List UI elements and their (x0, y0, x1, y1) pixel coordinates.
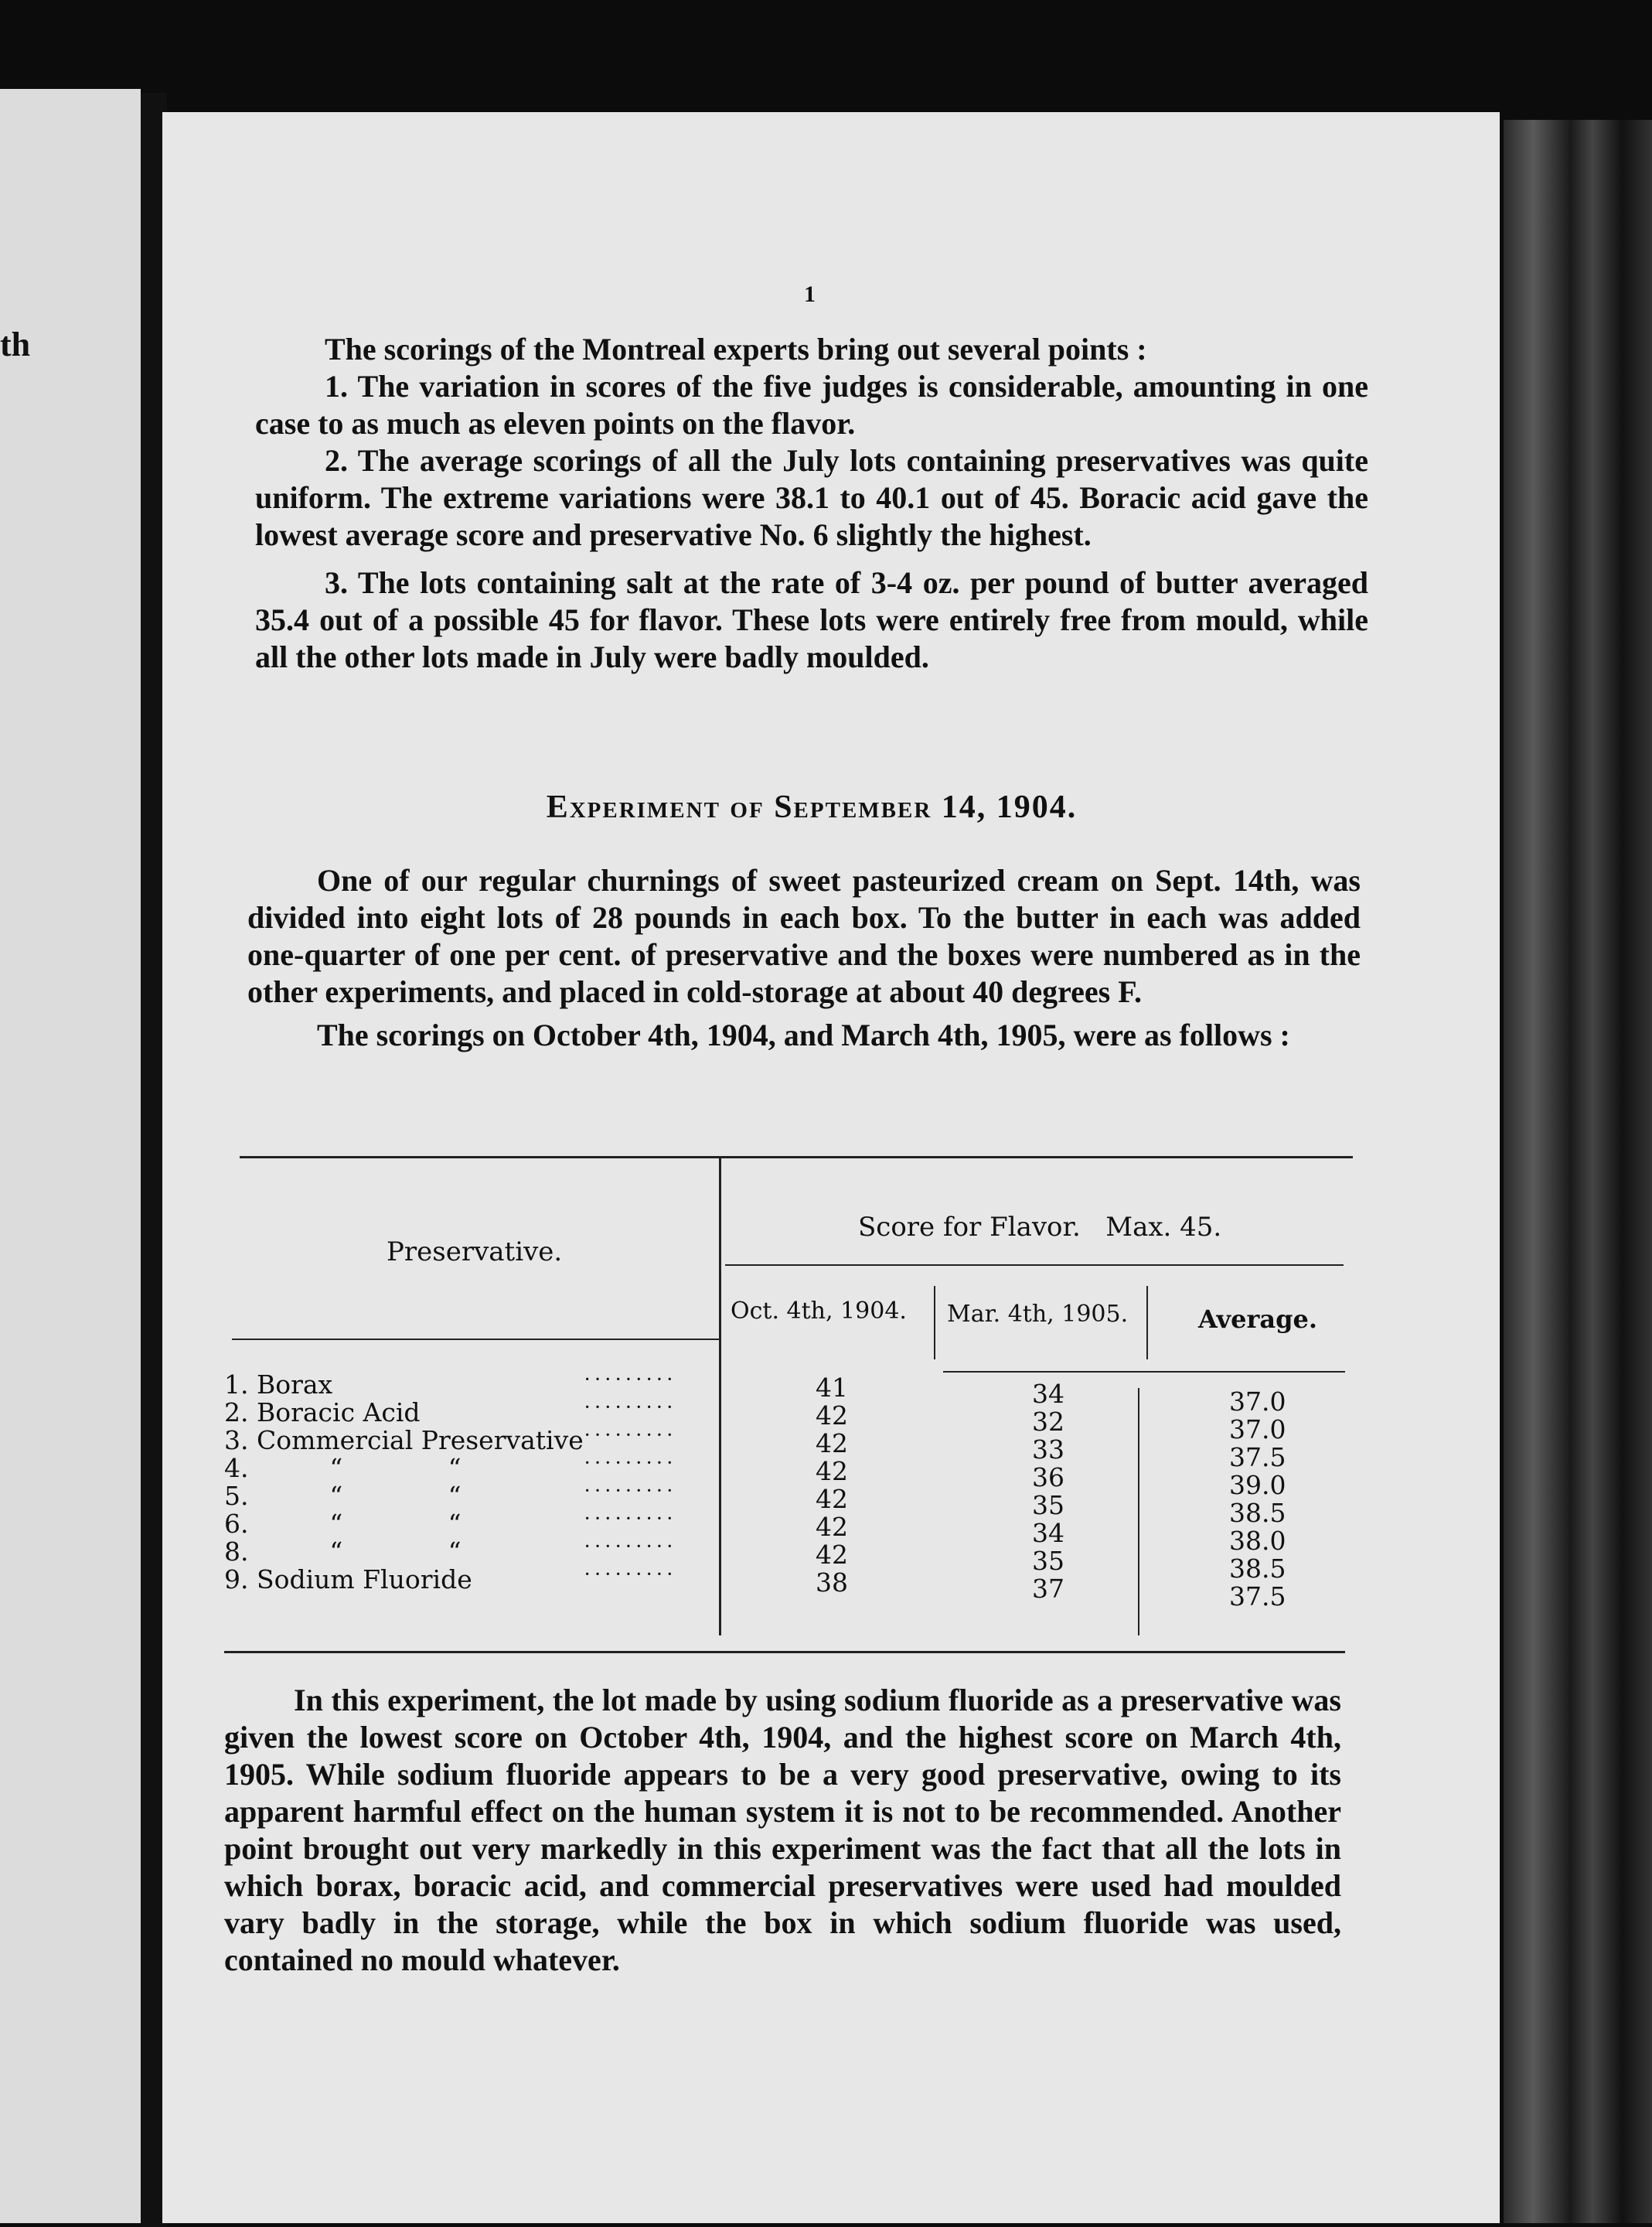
paragraph-scorings-intro: The scorings on October 4th, 1904, and March 4th, 1905, were as follows : (317, 1018, 1290, 1052)
cell-mar: 37 (1032, 1574, 1064, 1604)
row-label: 4. “ “ (224, 1453, 462, 1483)
scores-table (224, 1156, 1353, 1670)
avg-header: Average. (1198, 1304, 1317, 1334)
cell-mar: 36 (1032, 1462, 1064, 1492)
leader-dots: ········· (584, 1451, 676, 1475)
subheader-rule (943, 1371, 1345, 1373)
cell-mar: 35 (1032, 1490, 1064, 1520)
body-mar-avg-divider (1138, 1388, 1139, 1635)
cell-oct: 42 (816, 1540, 848, 1570)
page-number: 1 (804, 281, 816, 307)
section-heading: Experiment of September 14, 1904. (546, 790, 1078, 825)
leader-dots: ········· (584, 1507, 676, 1531)
table-top-rule (240, 1156, 1353, 1158)
cell-oct: 42 (816, 1512, 848, 1542)
paragraph-point-3: 3. The lots containing salt at the rate of 3-4 oz. per pound of butter averaged 35.4 out of a possible 45 for flavor. These lots were entirely free from mould, while all the other lots made in July were badly moulded. (255, 565, 1368, 674)
conclusion-text (224, 1682, 1341, 1979)
header-col-divider (719, 1156, 721, 1635)
cell-oct: 42 (816, 1484, 848, 1514)
score-group-header: Score for Flavor. Max. 45. (858, 1212, 1222, 1243)
cell-avg: 37.0 (1229, 1386, 1286, 1417)
cell-oct: 42 (816, 1456, 848, 1486)
paragraph-point-2: 2. The average scorings of all the July lots containing preservatives was quite uniform. The extreme variations were 38.1 to 40.1 out of 45. Boracic acid gave the lowest average score and preservative No. 6 slightly the highest. (255, 443, 1368, 552)
cell-mar: 35 (1032, 1546, 1064, 1576)
cell-oct: 41 (816, 1373, 848, 1403)
mar-avg-divider (1146, 1286, 1148, 1359)
leader-dots: ········· (584, 1479, 676, 1503)
cell-oct: 42 (816, 1428, 848, 1458)
preservative-header: Preservative. (387, 1236, 563, 1267)
cell-avg: 38.5 (1229, 1498, 1286, 1528)
cell-mar: 34 (1032, 1518, 1064, 1548)
group-header-rule (725, 1264, 1344, 1266)
cell-avg: 37.5 (1229, 1442, 1286, 1472)
cell-mar: 32 (1032, 1407, 1064, 1437)
leader-dots: ········· (584, 1396, 676, 1420)
cell-mar: 33 (1032, 1434, 1064, 1465)
preservative-header-rule (232, 1339, 719, 1340)
cell-oct: 42 (816, 1400, 848, 1431)
experiment-text (247, 862, 1361, 1054)
cell-avg: 38.0 (1229, 1526, 1286, 1556)
paragraph-conclusion: In this experiment, the lot made by using sodium fluoride as a preservative was given the lowest score on October 4th, 1904, and the highest score on March 4th, 1905. While sodium fluoride appears to be a very good preservative, owing to its apparent harmful effect on the human system it is not to be recommended. Another point brought out very markedly in this experiment was the fact that all the lots in which borax, boracic acid, and commercial preservatives were used had moulded vary badly in the storage, while the box in which sodium fluoride was used, contained no mould whatever. (224, 1683, 1341, 1977)
cell-avg: 38.5 (1229, 1553, 1286, 1584)
row-label: 1. Borax (224, 1369, 333, 1400)
leader-dots: ········· (584, 1563, 676, 1587)
table-bottom-rule (224, 1651, 1345, 1653)
facing-page-text-fragment: th (0, 326, 31, 363)
cell-oct: 38 (816, 1567, 848, 1598)
paragraph-experiment: One of our regular churnings of sweet pasteurized cream on Sept. 14th, was divided into eight lots of 28 pounds in each box. To the butter in each was added one-quarter of one per cent. of preservative and the boxes were numbered as in the other experiments, and placed in cold-storage at about 40 degrees F. (247, 863, 1361, 1009)
cell-avg: 37.5 (1229, 1581, 1286, 1611)
row-label: 6. “ “ (224, 1509, 462, 1539)
cell-avg: 39.0 (1229, 1470, 1286, 1500)
row-label: 5. “ “ (224, 1481, 462, 1511)
leader-dots: ········· (584, 1424, 676, 1448)
book-spine (1504, 120, 1652, 2223)
oct-header: Oct. 4th, 1904. (731, 1298, 907, 1325)
row-label: 9. Sodium Fluoride (224, 1564, 472, 1594)
cell-avg: 37.0 (1229, 1414, 1286, 1444)
paragraph-intro: The scorings of the Montreal experts bring out several points : (325, 332, 1147, 367)
facing-page (0, 89, 141, 2223)
leader-dots: ········· (584, 1368, 676, 1392)
cell-mar: 34 (1032, 1379, 1064, 1409)
intro-text (255, 331, 1368, 676)
paragraph-point-1: 1. The variation in scores of the five judges is considerable, amounting in one case to as much as eleven points on the flavor. (255, 369, 1368, 441)
oct-mar-divider (934, 1286, 935, 1359)
row-label: 8. “ “ (224, 1536, 462, 1567)
row-label: 2. Boracic Acid (224, 1397, 421, 1427)
leader-dots: ········· (584, 1535, 676, 1559)
mar-header: Mar. 4th, 1905. (947, 1301, 1129, 1328)
row-label: 3. Commercial Preservative (224, 1425, 584, 1455)
